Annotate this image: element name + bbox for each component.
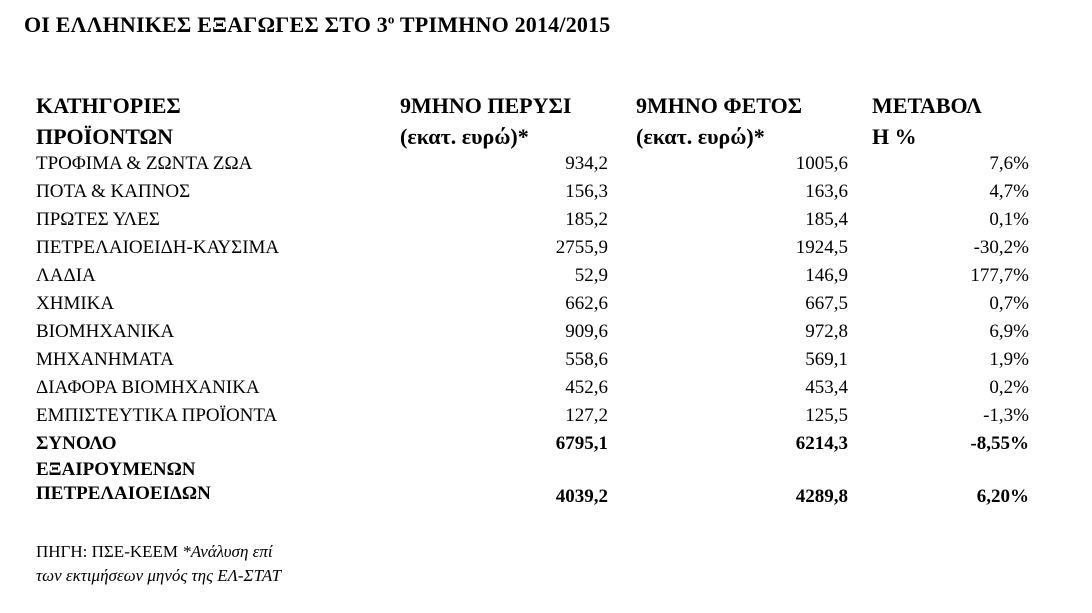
- row-change-value: 4,7%: [989, 181, 1029, 202]
- excl-change-value: 6,20%: [976, 486, 1029, 507]
- row-change-value: 6,9%: [989, 321, 1029, 342]
- row-change-value: 7,6%: [989, 153, 1029, 174]
- excl-category: [36, 458, 296, 506]
- row-category: ΛΑΔΙΑ: [36, 265, 96, 286]
- exports-table: [0, 150, 1092, 510]
- row-category: ΠΟΤΑ & ΚΑΠΝΟΣ: [36, 181, 191, 202]
- row-category: ΧΗΜΙΚΑ: [36, 293, 115, 314]
- header-last-year: [400, 90, 571, 152]
- total-this-year-value: 6214,3: [795, 433, 848, 454]
- header-change-line2: Η %: [872, 124, 917, 149]
- row-this-year-value: 146,9: [805, 265, 848, 286]
- header-last-year-line2: (εκατ. ευρώ)*: [400, 124, 529, 149]
- table-row: [0, 178, 1092, 206]
- table-row: [0, 402, 1092, 430]
- header-category: [36, 90, 181, 152]
- header-category-line1: ΚΑΤΗΓΟΡΙΕΣ: [36, 93, 181, 118]
- row-change-value: 0,1%: [989, 209, 1029, 230]
- excl-this-year-value: 4289,8: [795, 486, 848, 507]
- row-category: ΜΗΧΑΝΗΜΑΤΑ: [36, 349, 174, 370]
- row-this-year-value: 569,1: [805, 349, 848, 370]
- table-row: [0, 234, 1092, 262]
- row-this-year-value: 163,6: [805, 181, 848, 202]
- row-category: ΤΡΟΦΙΜΑ & ΖΩΝΤΑ ΖΩΑ: [36, 153, 253, 174]
- row-this-year-value: 185,4: [805, 209, 848, 230]
- header-this-year-line1: 9ΜΗΝΟ ΦΕΤΟΣ: [636, 93, 803, 118]
- footnote-part-a: *Ανάλυση επί: [182, 542, 273, 561]
- table-row: [0, 290, 1092, 318]
- total-change-value: -8,55%: [970, 433, 1029, 454]
- table-row: [0, 262, 1092, 290]
- total-last-year-value: 6795,1: [555, 433, 608, 454]
- row-change-value: 0,2%: [989, 377, 1029, 398]
- row-change-value: 0,7%: [989, 293, 1029, 314]
- row-last-year-value: 156,3: [565, 181, 608, 202]
- total-category: ΣΥΝΟΛΟ: [36, 433, 117, 454]
- row-last-year-value: 127,2: [565, 405, 608, 426]
- table-row: [0, 346, 1092, 374]
- row-change-value: 1,9%: [989, 349, 1029, 370]
- table-row: [0, 206, 1092, 234]
- excl-last-year-value: 4039,2: [555, 486, 608, 507]
- header-change: [872, 90, 982, 152]
- row-change-value: 177,7%: [970, 265, 1029, 286]
- header-this-year-line2: (εκατ. ευρώ)*: [636, 124, 765, 149]
- row-category: ΠΡΩΤΕΣ ΥΛΕΣ: [36, 209, 160, 230]
- table-row: [0, 318, 1092, 346]
- table-row: [0, 150, 1092, 178]
- header-this-year: [636, 90, 802, 152]
- header-category-line2: ΠΡΟΪΟΝΤΩΝ: [36, 124, 174, 149]
- header-change-line1: ΜΕΤΑΒΟΛ: [872, 93, 982, 118]
- page-title: [24, 12, 611, 38]
- row-this-year-value: 667,5: [805, 293, 848, 314]
- table-row: [0, 374, 1092, 402]
- row-last-year-value: 52,9: [574, 265, 608, 286]
- excl-category-line2: ΠΕΤΡΕΛΑΙΟΕΙΔΩΝ: [36, 483, 211, 504]
- row-category: ΔΙΑΦΟΡΑ ΒΙΟΜΗΧΑΝΙΚΑ: [36, 377, 260, 398]
- row-category: ΠΕΤΡΕΛΑΙΟΕΙΔΗ-ΚΑΥΣΙΜΑ: [36, 237, 280, 258]
- row-last-year-value: 909,6: [565, 321, 608, 342]
- total-row: [0, 430, 1092, 458]
- row-this-year-value: 453,4: [805, 377, 848, 398]
- row-last-year-value: 2755,9: [555, 237, 608, 258]
- row-category: ΕΜΠΙΣΤΕΥΤΙΚΑ ΠΡΟΪΟΝΤΑ: [36, 405, 278, 426]
- row-this-year-value: 125,5: [805, 405, 848, 426]
- row-last-year-value: 452,6: [565, 377, 608, 398]
- header-last-year-line1: 9ΜΗΝΟ ΠΕΡΥΣΙ: [400, 93, 572, 118]
- row-last-year-value: 185,2: [565, 209, 608, 230]
- row-last-year-value: 934,2: [565, 153, 608, 174]
- row-change-value: -1,3%: [983, 405, 1029, 426]
- row-category: ΒΙΟΜΗΧΑΝΙΚΑ: [36, 321, 175, 342]
- title-main: ΟΙ ΕΛΛΗΝΙΚΕΣ ΕΞΑΓΩΓΕΣ ΣΤΟ 3: [24, 12, 388, 37]
- row-last-year-value: 662,6: [565, 293, 608, 314]
- source-note: [36, 540, 376, 588]
- row-this-year-value: 972,8: [805, 321, 848, 342]
- row-last-year-value: 558,6: [565, 349, 608, 370]
- source-label: ΠΗΓΗ: ΠΣΕ-ΚΕΕΜ: [36, 542, 183, 561]
- title-rest: ΤΡΙΜΗΝΟ 2014/2015: [394, 12, 611, 37]
- excl-petroleum-row: [0, 458, 1092, 510]
- footnote-part-b: των εκτιμήσεων μηνός της ΕΛ-ΣΤΑΤ: [36, 566, 282, 585]
- title-superscript: ο: [387, 11, 395, 27]
- row-change-value: -30,2%: [973, 237, 1029, 258]
- excl-category-line1: ΕΞΑΙΡΟΥΜΕΝΩΝ: [36, 459, 196, 480]
- row-this-year-value: 1924,5: [795, 237, 848, 258]
- row-this-year-value: 1005,6: [795, 153, 848, 174]
